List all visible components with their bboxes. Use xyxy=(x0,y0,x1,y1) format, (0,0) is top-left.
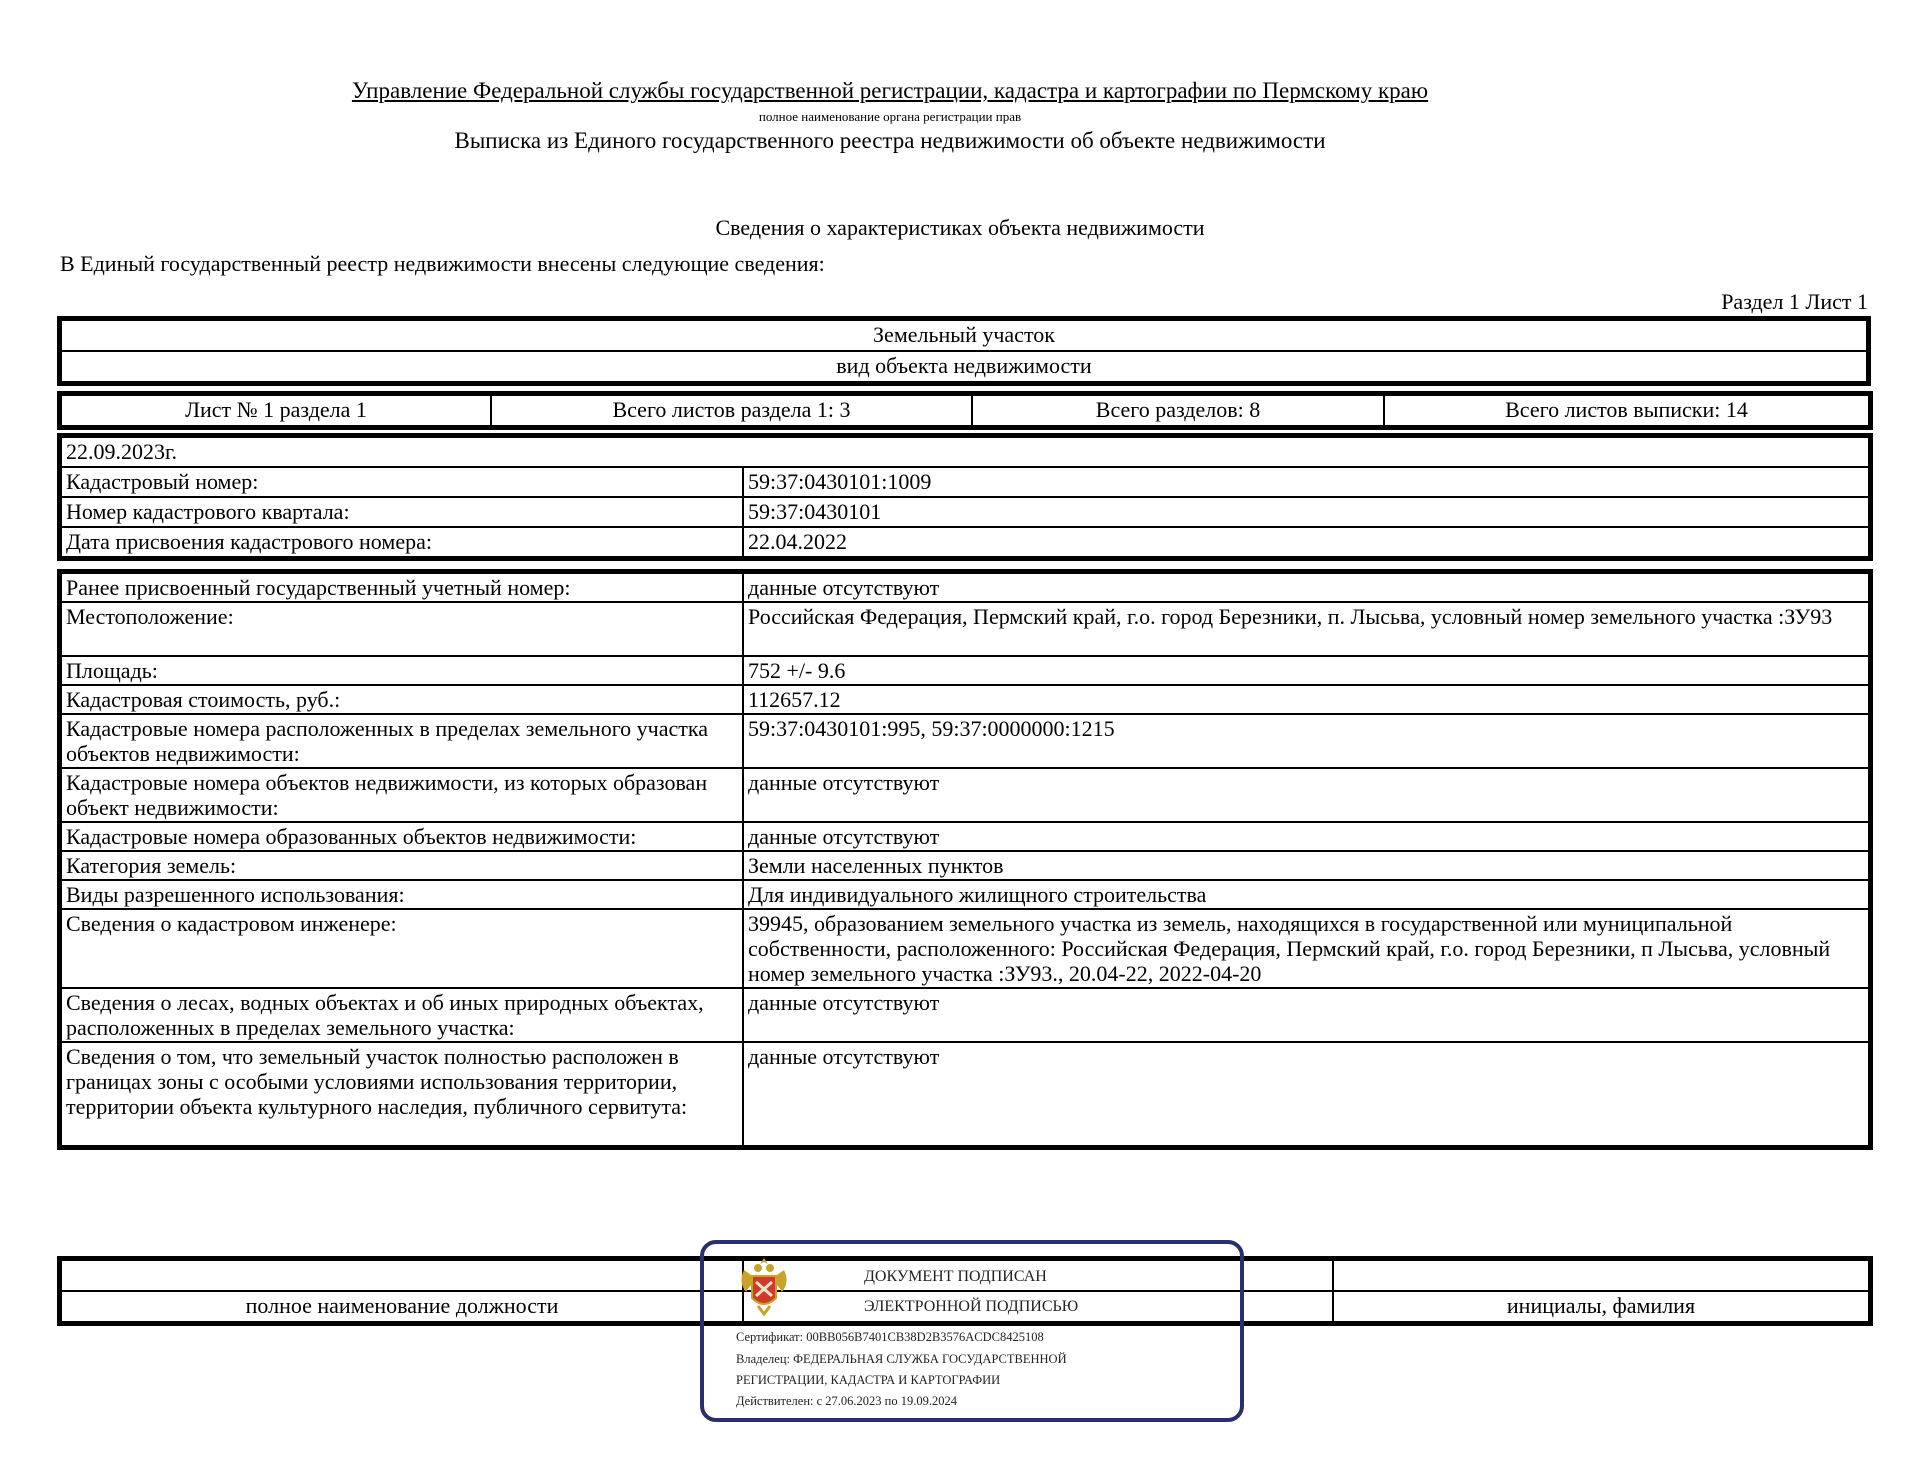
name-caption: инициалы, фамилия xyxy=(1333,1291,1869,1322)
row-value: 59:37:0430101:1009 xyxy=(743,467,1869,497)
total-sections: Всего разделов: 8 xyxy=(972,395,1384,426)
object-type-value: Земельный участок xyxy=(61,320,1867,351)
row-label: Ранее присвоенный государственный учетный номер: xyxy=(61,573,743,602)
details-table xyxy=(60,572,1870,1147)
table-row xyxy=(61,656,1869,685)
row-label: Местоположение: xyxy=(61,602,743,656)
object-type-table xyxy=(60,319,1868,383)
sheet-reference: Раздел 1 Лист 1 xyxy=(1721,289,1868,314)
stamp-owner-line2: РЕГИСТРАЦИИ, КАДАСТРА И КАРТОГРАФИИ xyxy=(736,1373,1001,1387)
total-section-sheets: Всего листов раздела 1: 3 xyxy=(491,395,972,426)
row-value: данные отсутствуют xyxy=(743,988,1869,1042)
row-value: данные отсутствуют xyxy=(743,822,1869,851)
row-label: Площадь: xyxy=(61,656,743,685)
row-value: данные отсутствуют xyxy=(743,768,1869,822)
table-row xyxy=(61,527,1869,557)
row-label: Кадастровая стоимость, руб.: xyxy=(61,685,743,714)
row-label: Кадастровые номера образованных объектов недвижимости: xyxy=(61,822,743,851)
row-value: 39945, образованием земельного участка из земель, находящихся в государственной или муниципальной собственности, расположенного: Российская Федерация, Пермский край, г.о. город Березники, п Лысьва, условный номер земельного участка :ЗУ93., 20.04-22, 2022-04-20 xyxy=(743,909,1869,988)
row-label: Сведения о лесах, водных объектах и об иных природных объектах, расположенных в пределах земельного участка: xyxy=(61,988,743,1042)
table-row xyxy=(61,1042,1869,1146)
stamp-owner-line1: Владелец: ФЕДЕРАЛЬНАЯ СЛУЖБА ГОСУДАРСТВЕННОЙ xyxy=(736,1352,1067,1366)
row-value: Земли населенных пунктов xyxy=(743,851,1869,880)
table-row xyxy=(61,497,1869,527)
row-value: данные отсутствуют xyxy=(743,1042,1869,1146)
table-row xyxy=(61,714,1869,768)
section-title: Сведения о характеристиках объекта недвижимости xyxy=(715,215,1205,240)
sheet-number: Лист № 1 раздела 1 xyxy=(61,395,491,426)
table-row xyxy=(61,685,1869,714)
row-value: Российская Федерация, Пермский край, г.о. город Березники, п. Лысьва, условный номер земельного участка :ЗУ93 xyxy=(743,602,1869,656)
row-label: Дата присвоения кадастрового номера: xyxy=(61,527,743,557)
row-value: Для индивидуального жилищного строительства xyxy=(743,880,1869,909)
total-extract-sheets: Всего листов выписки: 14 xyxy=(1384,395,1869,426)
digital-signature-stamp xyxy=(700,1240,1244,1422)
document-title: Выписка из Единого государственного реестра недвижимости об объекте недвижимости xyxy=(454,128,1326,153)
sheets-table xyxy=(60,394,1870,427)
table-row xyxy=(61,822,1869,851)
table-row xyxy=(61,909,1869,988)
stamp-certificate: Сертификат: 00BB056B7401CB38D2B3576ACDC8425108 xyxy=(736,1330,1044,1344)
stamp-signature-line: ЭЛЕКТРОННОЙ ПОДПИСЬЮ xyxy=(864,1298,1079,1315)
row-value: 59:37:0430101:995, 59:37:0000000:1215 xyxy=(743,714,1869,768)
position-caption: полное наименование должности xyxy=(61,1291,743,1322)
table-row xyxy=(61,768,1869,822)
organization-caption: полное наименование органа регистрации прав xyxy=(758,109,1022,124)
row-value: 112657.12 xyxy=(743,685,1869,714)
row-label: Категория земель: xyxy=(61,851,743,880)
row-value: данные отсутствуют xyxy=(743,573,1869,602)
row-label: Кадастровые номера объектов недвижимости, из которых образован объект недвижимости: xyxy=(61,768,743,822)
table-row xyxy=(61,880,1869,909)
table-row xyxy=(61,573,1869,602)
object-type-caption: вид объекта недвижимости xyxy=(61,351,1867,382)
organization-name: Управление Федеральной службы государственной регистрации, кадастра и картографии по Пермскому краю xyxy=(351,78,1429,103)
identifiers-table xyxy=(60,436,1870,558)
table-row xyxy=(61,988,1869,1042)
intro-text: В Единый государственный реестр недвижимости внесены следующие сведения: xyxy=(60,251,825,276)
stamp-signed-line: ДОКУМЕНТ ПОДПИСАН xyxy=(864,1268,1047,1285)
row-label: Кадастровые номера расположенных в пределах земельного участка объектов недвижимости: xyxy=(61,714,743,768)
row-label: Кадастровый номер: xyxy=(61,467,743,497)
row-value: 752 +/- 9.6 xyxy=(743,656,1869,685)
row-label: Виды разрешенного использования: xyxy=(61,880,743,909)
row-label: Сведения о том, что земельный участок полностью расположен в границах зоны с особыми условиями использования территории, территории объекта культурного наследия, публичного сервитута: xyxy=(61,1042,743,1146)
table-row xyxy=(61,851,1869,880)
table-row xyxy=(61,467,1869,497)
row-label: Номер кадастрового квартала: xyxy=(61,497,743,527)
row-label: Сведения о кадастровом инженере: xyxy=(61,909,743,988)
stamp-validity: Действителен: с 27.06.2023 по 19.09.2024 xyxy=(736,1394,957,1408)
extract-date: 22.09.2023г. xyxy=(61,437,1869,467)
row-value: 22.04.2022 xyxy=(743,527,1869,557)
eagle-emblem-icon xyxy=(734,1252,794,1318)
table-row xyxy=(61,602,1869,656)
row-value: 59:37:0430101 xyxy=(743,497,1869,527)
